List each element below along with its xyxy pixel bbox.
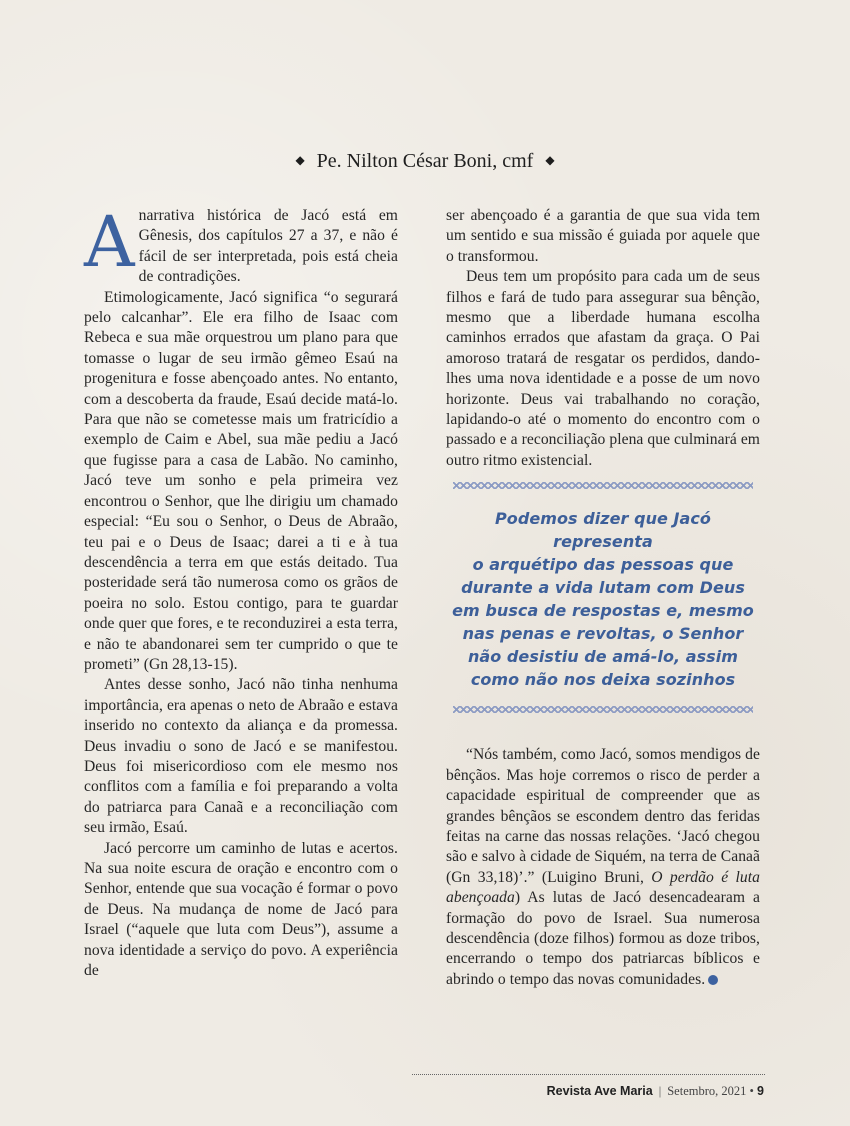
quote-text: “Nós também, como Jacó, somos mendigos de bênçãos. Mas hoje corremos o risco de perder a capacidade espiritual de compreender que as grandes bênçãos se escondem dentro das feridas feitas na carne das nossas relações. ‘Jacó chegou são e salvo à cidade de Siquém, na terra de Canaã (Gn 33,18)’.” <box>446 746 760 886</box>
pull-quote-line: como não nos deixa sozinhos <box>470 670 736 690</box>
pull-quote-line: Podemos dizer que Jacó representa <box>495 509 711 552</box>
footer-divider <box>412 1074 765 1075</box>
article-paragraph <box>84 201 398 288</box>
issue-date: Setembro, 2021 <box>667 1084 747 1098</box>
quote-paragraph <box>446 745 760 990</box>
diamond-ornament-icon: ◆ <box>295 152 305 167</box>
article-paragraph: Antes desse sonho, Jacó não tinha nenhuma importância, era apenas o neto de Abraão e estava inserido no contexto da aliança e da promessa. Deus invadiu o sono de Jacó e se manifestou. Deus foi misericordioso com ele mesmo nos conflitos com a família e foi preparando a volta do patriarca para Canaã e a reconciliação com seu irmão, Esaú. <box>84 676 398 837</box>
drop-cap: A <box>84 201 135 283</box>
pull-quote-line: durante a vida lutam com Deus <box>461 578 745 598</box>
right-column <box>446 206 760 990</box>
page-number: 9 <box>757 1084 764 1098</box>
author-byline <box>0 150 850 173</box>
closing-text: As lutas de Jacó desencadearam a formação do povo de Israel. Sua numerosa descendência (doze filhos) formou as doze tribos, encerrando o tempo dos patriarcas bíblicos e abrindo o tempo das novas comunidades. <box>446 889 760 988</box>
left-column <box>84 201 398 981</box>
end-of-article-dot-icon <box>708 975 718 985</box>
ornamental-divider <box>453 481 753 491</box>
citation-author: (Luigino Bruni, <box>541 868 652 886</box>
footer-separator: | <box>658 1084 662 1098</box>
page-footer <box>547 1084 764 1099</box>
ornamental-divider <box>453 705 753 715</box>
article-paragraph: ser abençoado é a garantia de que sua vida tem um sentido e sua missão é guiada por aquele que o transformou. <box>446 207 760 265</box>
magazine-name: Revista Ave Maria <box>546 1084 653 1098</box>
pull-quote-line: o arquétipo das pessoas que <box>472 555 734 575</box>
pull-quote-line: nas penas e revoltas, o Senhor <box>462 624 744 644</box>
article-paragraph: Etimologicamente, Jacó significa “o segurará pelo calcanhar”. Ele era filho de Isaac com Rebeca e sua mãe orquestrou um plano para que tomasse o lugar de seu irmão gêmeo Esaú na progenitura e fosse abençoado antes. No entanto, com a descoberta da fraude, Esaú decide matá-lo. Para que não se cometesse mais um fratricídio a exemplo de Caim e Abel, sua mãe pediu a Jacó que fugisse para a casa de Labão. No caminho, Jacó teve um sonho e pela primeira vez encontrou o Senhor, que lhe dirigiu um chamado especial: “Eu sou o Senhor, o Deus de Abraão, teu pai e o Deus de Isaac; darei a ti e à tua descendência a terra em que estás deitado. Tua posteridade será tão numerosa como os grãos de poeira no solo. Estou contigo, para te guardar onde quer que fores, e te reconduzirei a esta terra, e não te abandonarei sem ter cumprido o que te prometi” (Gn 28,13-15). <box>84 288 398 673</box>
article-paragraph: Deus tem um propósito para cada um de seus filhos e fará de tudo para assegurar sua bênção, mesmo que a liberdade humana escolha caminhos errados que afastam da graça. O Pai amoroso tratará de resgatar os perdidos, dando-lhes uma nova identidade e a posse de um novo horizonte. Deus vai trabalhando no coração, lapidando-o até o momento do encontro com o passado e a reconciliação plena que culminará em outro ritmo existencial. <box>446 268 760 469</box>
citation-title: O perdão é luta abençoada <box>446 868 760 907</box>
diamond-ornament-icon: ◆ <box>545 152 555 167</box>
pull-quote <box>446 507 760 691</box>
article-paragraph: Jacó percorre um caminho de lutas e acertos. Na sua noite escura de oração e encontro com o Senhor, entende que sua vocação é formar o povo de Deus. Na mudança de nome de Jacó para Israel (“aquele que luta com Deus”), assume a nova identidade a serviço do povo. A experiência de <box>84 839 398 980</box>
author-name: Pe. Nilton César Boni, cmf <box>316 150 534 172</box>
citation-close: ) <box>514 889 521 907</box>
pull-quote-line: em busca de respostas e, mesmo <box>452 601 754 621</box>
pull-quote-line: não desistiu de amá-lo, assim <box>467 647 739 667</box>
paragraph-text: narrativa histórica de Jacó está em Gênesis, dos capítulos 27 a 37, e não é fácil de ser interpretada, pois está cheia de contradições. <box>138 207 398 286</box>
footer-bullet: • <box>749 1084 754 1098</box>
